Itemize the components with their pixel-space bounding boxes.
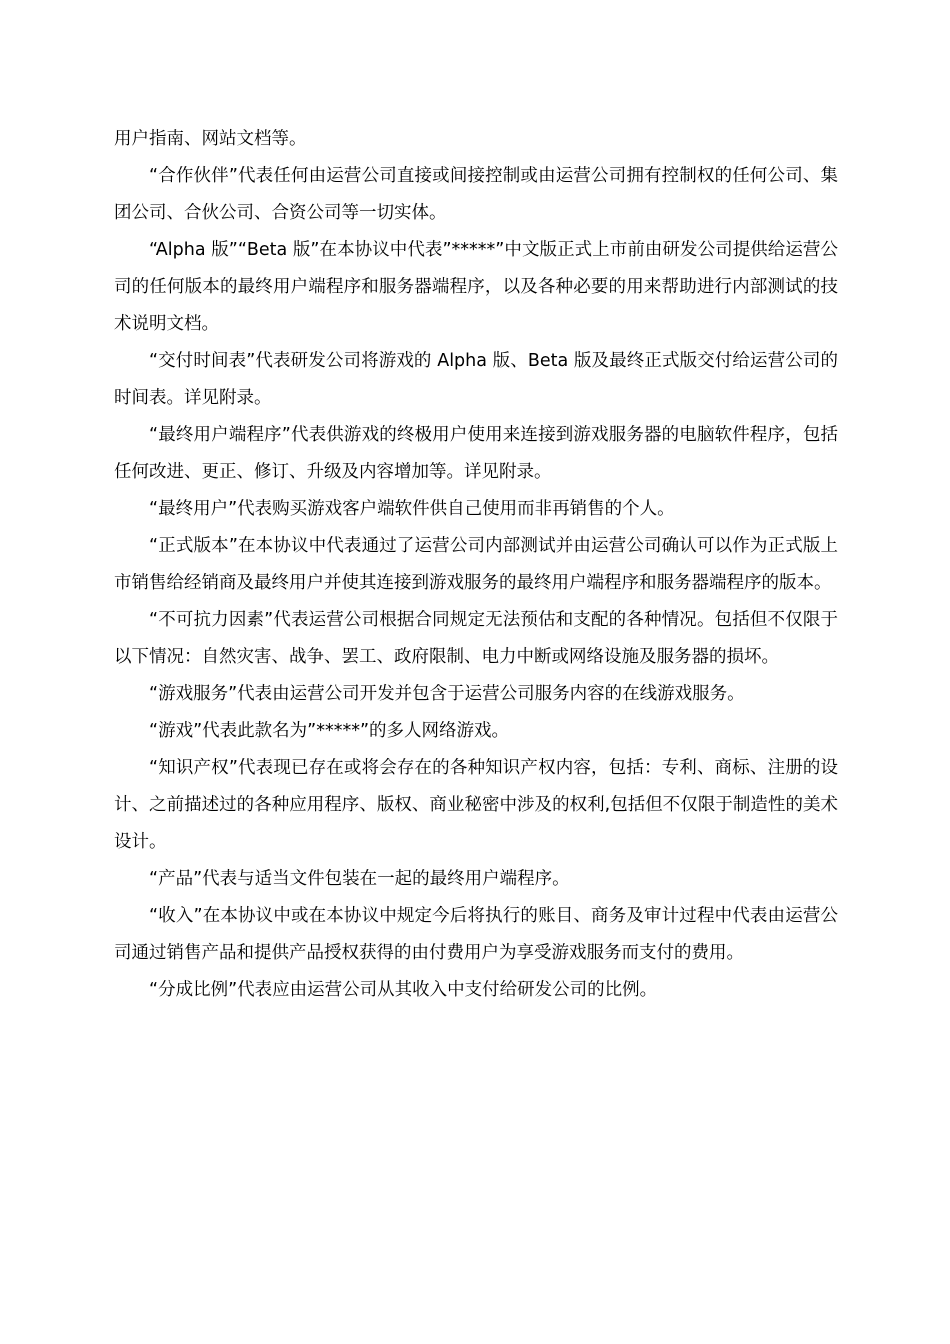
- paragraph-revenue: “收入”在本协议中或在本协议中规定今后将执行的账目、商务及审计过程中代表由运营公司通过销售产品和提供产品授权获得的由付费用户为享受游戏服务而支付的费用。: [114, 906, 838, 963]
- paragraph-official-version: “正式版本”在本协议中代表通过了运营公司内部测试并由运营公司确认可以作为正式版上市销售给经销商及最终用户并使其连接到游戏服务的最终用户端程序和服务器端程序的版本。: [114, 536, 838, 593]
- paragraph-force-majeure: “不可抗力因素”代表运营公司根据合同规定无法预估和支配的各种情况。包括但不仅限于以下情况：自然灾害、战争、罢工、政府限制、电力中断或网络设施及服务器的损坏。: [114, 610, 838, 667]
- paragraph-user-guide: 用户指南、网站文档等。: [114, 129, 307, 149]
- paragraph-game-service: “游戏服务”代表由运营公司开发并包含于运营公司服务内容的在线游戏服务。: [149, 684, 745, 704]
- paragraph-partner: “合作伙伴”代表任何由运营公司直接或间接控制或由运营公司拥有控制权的任何公司、集团公司、合伙公司、合资公司等一切实体。: [114, 166, 838, 223]
- paragraph-intellectual-property: “知识产权”代表现已存在或将会存在的各种知识产权内容，包括：专利、商标、注册的设计、之前描述过的各种应用程序、版权、商业秘密中涉及的权利,包括但不仅限于制造性的美术设计。: [114, 758, 838, 852]
- paragraph-delivery-schedule: “交付时间表”代表研发公司将游戏的 Alpha 版、Beta 版及最终正式版交付给运营公司的时间表。详见附录。: [114, 351, 838, 408]
- paragraph-end-user: “最终用户”代表购买游戏客户端软件供自己使用而非再销售的个人。: [149, 499, 675, 519]
- paragraph-end-user-client: “最终用户端程序”代表供游戏的终极用户使用来连接到游戏服务器的电脑软件程序，包括任何改进、更正、修订、升级及内容增加等。详见附录。: [114, 425, 838, 482]
- paragraph-game: “游戏”代表此款名为”*****”的多人网络游戏。: [149, 721, 510, 741]
- document-body: [114, 121, 838, 1009]
- paragraph-product: “产品”代表与适当文件包装在一起的最终用户端程序。: [149, 869, 570, 889]
- paragraph-alpha-beta: “Alpha 版”“Beta 版”在本协议中代表”*****”中文版正式上市前由研发公司提供给运营公司的任何版本的最终用户端程序和服务器端程序，以及各种必要的用来帮助进行内部测试的技术说明文档。: [114, 240, 838, 334]
- paragraph-revenue-share: “分成比例”代表应由运营公司从其收入中支付给研发公司的比例。: [149, 980, 658, 1000]
